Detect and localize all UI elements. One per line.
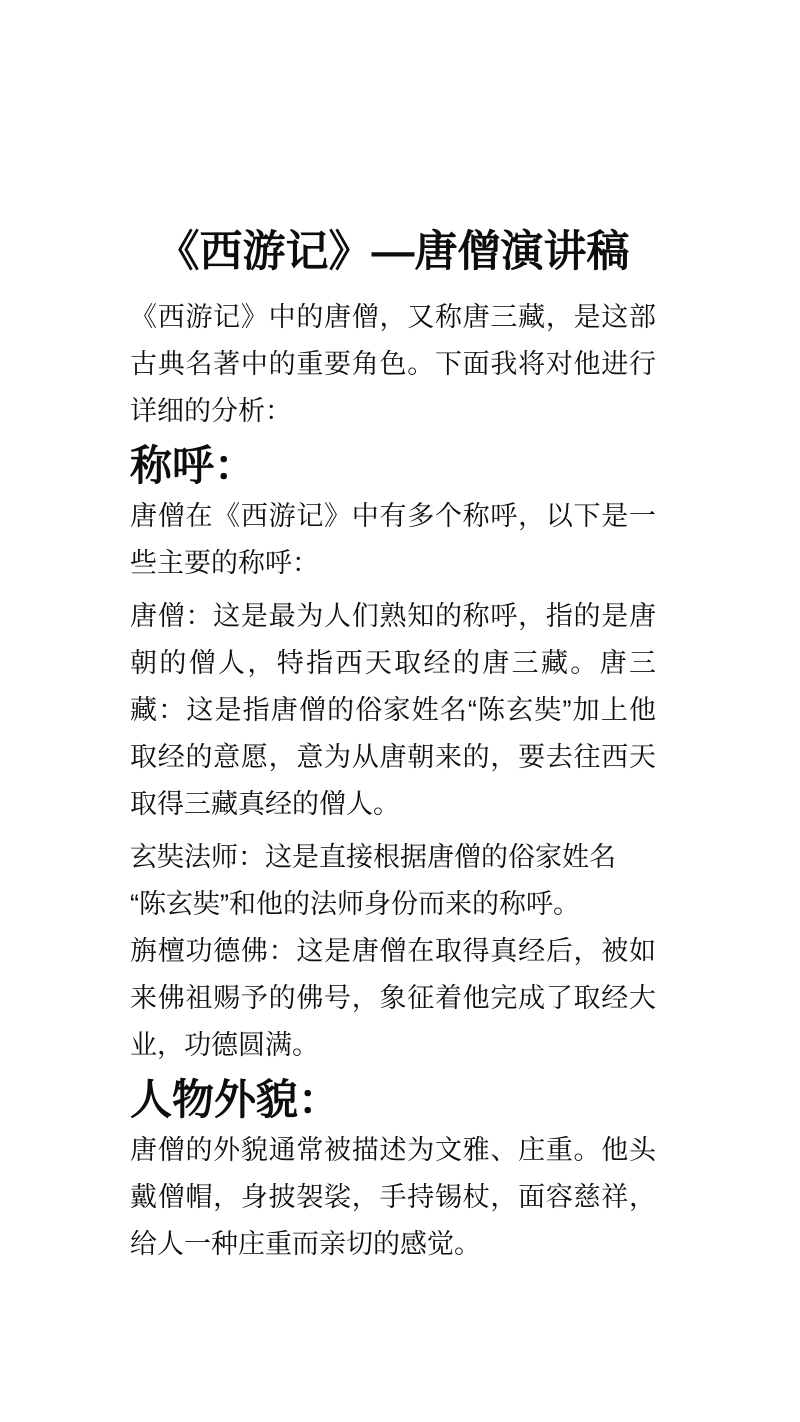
text-line: 来佛祖赐予的佛号，象征着他完成了取经大 xyxy=(130,983,656,1013)
text-line: 取得三藏真经的僧人。 xyxy=(130,789,400,819)
text-line: 给人一种庄重而亲切的感觉。 xyxy=(130,1229,481,1259)
text-line: 朝的僧人，特指西天取经的唐三藏。唐三 xyxy=(130,648,656,678)
text-line: 《西游记》中的唐僧，又称唐三藏，是这部 xyxy=(130,302,656,332)
paragraph xyxy=(130,294,656,435)
text-line: 取经的意愿，意为从唐朝来的，要去往西天 xyxy=(130,742,656,772)
paragraph xyxy=(130,593,656,828)
document-body xyxy=(130,294,656,1268)
text-line: 唐僧：这是最为人们熟知的称呼，指的是唐 xyxy=(130,601,656,631)
text-line: 古典名著中的重要角色。下面我将对他进行 xyxy=(130,349,656,379)
paragraph xyxy=(130,834,656,1069)
text-line: 戴僧帽，身披袈裟，手持锡杖，面容慈祥， xyxy=(130,1182,656,1212)
text-line: 唐僧的外貌通常被描述为文雅、庄重。他头 xyxy=(130,1135,656,1165)
section-heading: 称呼： xyxy=(130,442,257,489)
text-line: 业，功德圆满。 xyxy=(130,1030,319,1060)
text-line: 些主要的称呼： xyxy=(130,548,319,578)
text-line: 旃檀功德佛：这是唐僧在取得真经后，被如 xyxy=(130,936,656,966)
text-line: 唐僧在《西游记》中有多个称呼，以下是一 xyxy=(130,501,656,531)
section-heading: 人物外貌： xyxy=(130,1076,341,1123)
document-title: 《西游记》—唐僧演讲稿 xyxy=(156,228,630,276)
paragraph xyxy=(130,1127,656,1268)
paragraph xyxy=(130,493,656,587)
text-line: 藏：这是指唐僧的俗家姓名“陈玄奘”加上他 xyxy=(130,695,656,725)
text-line: 玄奘法师：这是直接根据唐僧的俗家姓名 xyxy=(130,842,616,872)
text-line: “陈玄奘”和他的法师身份而来的称呼。 xyxy=(130,889,580,919)
text-line: 详细的分析： xyxy=(130,396,292,426)
